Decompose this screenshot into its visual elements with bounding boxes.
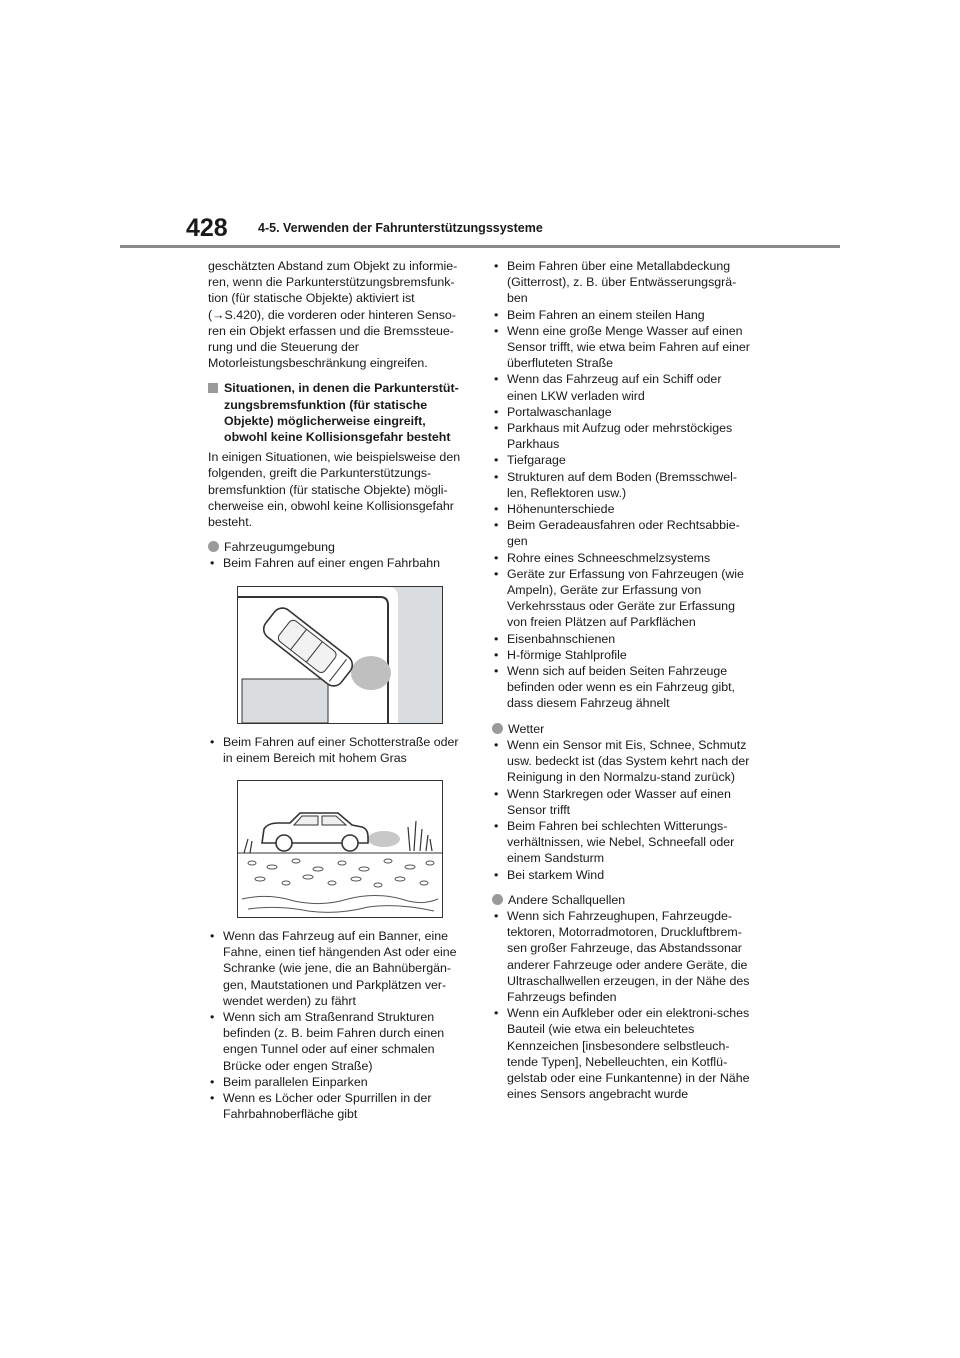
list-item: • Wenn sich auf beiden Seiten Fahrzeuge befinden oder wenn es ein Fahrzeug gibt, dass diesem Fahrzeug ähnelt	[492, 663, 754, 712]
situations-paragraph: In einigen Situationen, wie beispielsweise den folgenden, greift die Parkunterstützungs-bremsfunktion (für statische Objekte) mögli-cherweise ein, obwohl keine Kollisionsgefahr besteht.	[208, 450, 461, 530]
surroundings-list-3	[208, 928, 470, 1122]
list-item: • Beim Fahren auf einer Schotterstraße oder in einem Bereich mit hohem Gras	[208, 734, 470, 766]
list-item: • Wenn sich am Straßenrand Strukturen befinden (z. B. beim Fahren durch einen engen Tunnel oder auf einer schmalen Brücke oder engen Straße)	[208, 1009, 470, 1074]
list-item: • Wenn es Löcher oder Spurrillen in der Fahrbahnoberfläche gibt	[208, 1090, 470, 1122]
header-divider	[120, 245, 840, 248]
circle-bullet-icon	[492, 723, 503, 734]
list-item: • Wenn sich Fahrzeughupen, Fahrzeugde-tektoren, Motorradmotoren, Druckluftbrem-sen großer Fahrzeuge, das Abstandssonar anderer Fahrzeuge oder andere Geräte, die Ultraschallwellen erzeugen, in der Nähe des Fahrzeugs befinden	[492, 908, 754, 1005]
category-label: Andere Schallquellen	[508, 892, 626, 907]
category-surroundings	[208, 539, 470, 555]
gravel-road-illustration	[237, 780, 443, 918]
narrow-road-drawing	[238, 587, 442, 723]
list-item: • Parkhaus mit Aufzug oder mehrstöckiges Parkhaus	[492, 420, 754, 452]
category-other-sound-sources	[492, 892, 754, 908]
list-item: • Beim Fahren an einem steilen Hang	[492, 307, 754, 323]
list-item: • Beim Fahren über eine Metallabdeckung (Gitterrost), z. B. über Entwässerungsgrä-ben	[492, 258, 754, 307]
list-item: • Geräte zur Erfassung von Fahrzeugen (wie Ampeln), Geräte zur Erfassung von Verkehrsstaus oder Geräte zur Erfassung von freien Plätzen auf Parkflächen	[492, 566, 754, 631]
category-weather	[492, 721, 754, 737]
list-item: • Höhenunterschiede	[492, 501, 754, 517]
list-item: • Bei starkem Wind	[492, 867, 754, 883]
surroundings-list-continued	[492, 258, 754, 712]
left-column	[208, 258, 470, 1123]
situations-heading	[208, 380, 470, 445]
list-item: • Portalwaschanlage	[492, 404, 754, 420]
intro-paragraph: geschätzten Abstand zum Objekt zu informie-ren, wenn die Parkunterstützungsbremsfunk-tion (für statische Objekte) aktiviert ist (→S.420), die vorderen oder hinteren Senso-ren ein Objekt erfassen und die Bremssteue-rung und die Steuerung der Motorleistungsbeschränkung eingreifen.	[208, 259, 458, 371]
section-title: 4-5. Verwenden der Fahrunterstützungssysteme	[258, 221, 543, 235]
list-item: • Wenn Starkregen oder Wasser auf einen Sensor trifft	[492, 786, 754, 818]
list-item: • Wenn das Fahrzeug auf ein Schiff oder einen LKW verladen wird	[492, 371, 754, 403]
gravel-road-drawing	[238, 781, 442, 917]
category-label: Wetter	[508, 721, 545, 736]
circle-bullet-icon	[492, 894, 503, 905]
list-item: • Beim Geradeausfahren oder Rechtsabbie-gen	[492, 517, 754, 549]
list-item: • Beim Fahren auf einer engen Fahrbahn	[208, 555, 470, 571]
list-item: • Tiefgarage	[492, 452, 754, 468]
square-bullet-icon	[208, 383, 218, 393]
list-item: • Eisenbahnschienen	[492, 631, 754, 647]
surroundings-list-2	[208, 734, 470, 766]
situations-heading-text: Situationen, in denen die Parkunterstüt-zungsbremsfunktion (für statische Objekte) möglicherweise eingreift, obwohl keine Kollisionsgefahr besteht	[224, 381, 459, 445]
list-item: • Beim parallelen Einparken	[208, 1074, 470, 1090]
narrow-road-illustration	[237, 586, 443, 724]
list-item: • Wenn eine große Menge Wasser auf einen Sensor trifft, wie etwa beim Fahren auf einer überfluteten Straße	[492, 323, 754, 372]
list-item: • Wenn das Fahrzeug auf ein Banner, eine Fahne, einen tief hängenden Ast oder eine Schranke (wie jene, die an Bahnübergän-gen, Mautstationen und Parkplätzen ver-wendet werden) zu fährt	[208, 928, 470, 1009]
list-item: • Wenn ein Sensor mit Eis, Schnee, Schmutz usw. bedeckt ist (das System kehrt nach der Reinigung in den Normalzu-stand zurück)	[492, 737, 754, 786]
list-item: • Rohre eines Schneeschmelzsystems	[492, 550, 754, 566]
surroundings-list	[208, 555, 470, 571]
circle-bullet-icon	[208, 541, 219, 552]
category-label: Fahrzeugumgebung	[224, 540, 335, 555]
weather-list	[492, 737, 754, 883]
page-number: 428	[186, 214, 228, 242]
list-item: • Strukturen auf dem Boden (Bremsschwel-len, Reflektoren usw.)	[492, 469, 754, 501]
list-item: • Beim Fahren bei schlechten Witterungs-verhältnissen, wie Nebel, Schneefall oder einem Sandsturm	[492, 818, 754, 867]
list-item: • Wenn ein Aufkleber oder ein elektroni-sches Bauteil (wie etwa ein beleuchtetes Kennzeichen [insbesondere selbstleuch-tende Typen], Nebelleuchten, ein Kotflü-gelstab oder eine Funkantenne) in der Nähe eines Sensors angebracht wurde	[492, 1005, 754, 1102]
sound-sources-list	[492, 908, 754, 1102]
right-column	[492, 258, 754, 1102]
list-item: • H-förmige Stahlprofile	[492, 647, 754, 663]
